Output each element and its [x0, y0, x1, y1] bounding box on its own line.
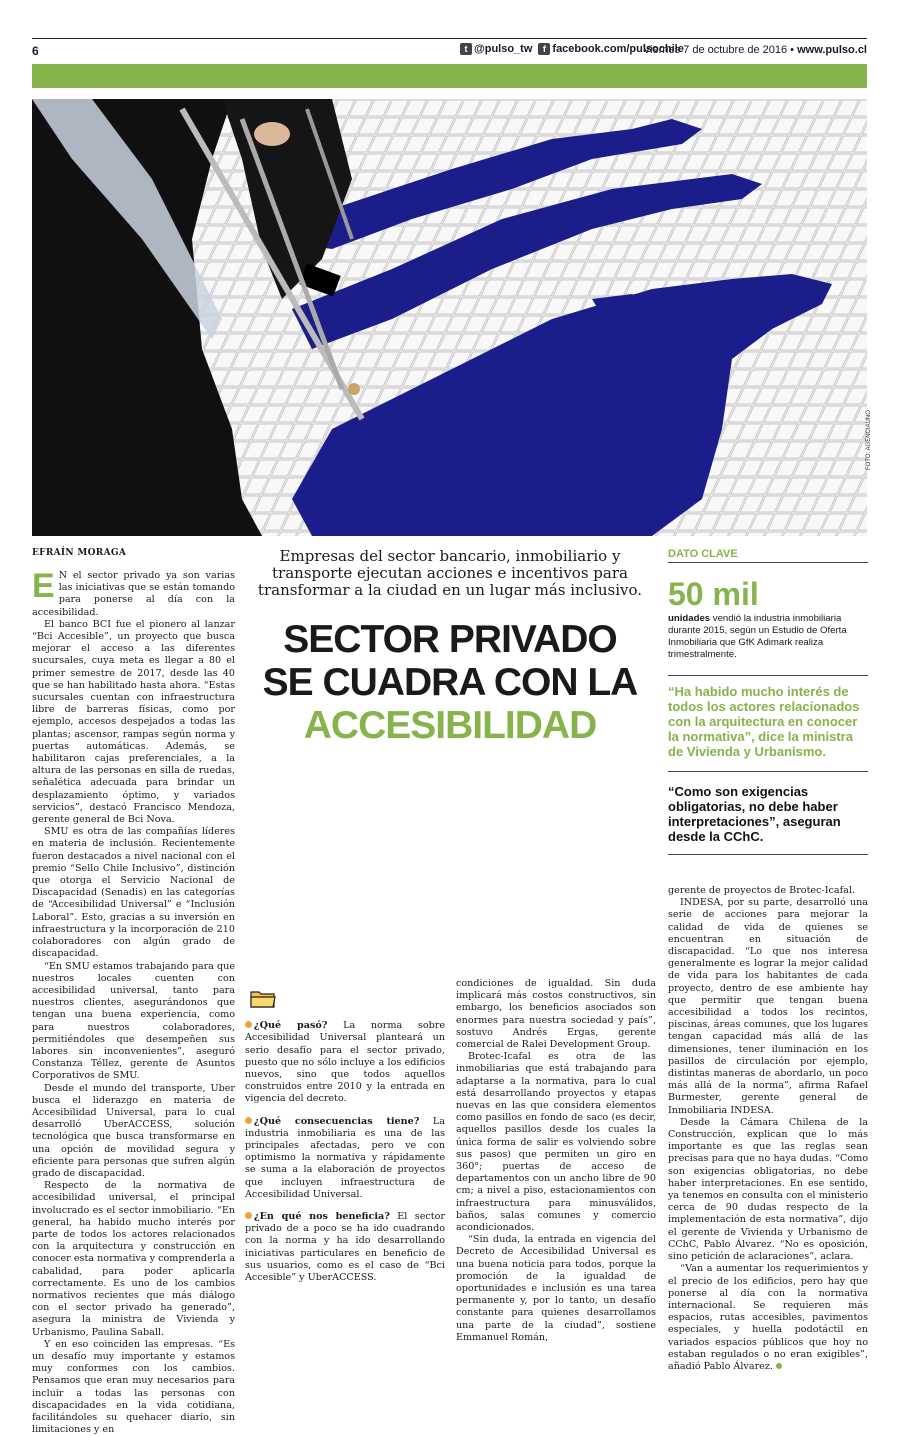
page-header: [32, 38, 867, 61]
paragraph: “Van a aumentar los requerimientos y el precio de los edificios, pero hay que ponerse al día con la normativa internacional. Se requieren más espacios, rutas accesibles, pavimentos especiales, y huella podotáctil en variados espacios públicos que hoy no estaban regulados o no eran exigibles”, añadió Pablo Álvarez.: [668, 1263, 868, 1372]
end-mark-icon: [776, 1363, 782, 1369]
facebook-link[interactable]: f facebook.com/pulsochile: [538, 43, 683, 55]
photo-illustration: [32, 99, 867, 536]
site-url[interactable]: www.pulso.cl: [797, 44, 867, 56]
paragraph: Brotec-Icafal es otra de las inmobiliarias que está trabajando para adaptarse a la normativa, para lo cual está desarrollando proyectos y etapas nuevas en las que considera elementos como pasillos en fondo de saco (es decir, aquellos pasillos desde los cuales la única forma de salir es volviendo sobre sus pasos) que permiten un giro en 360°; puertas de acceso de departamentos con un ancho libre de 90 cm; a nivel a piso, estacionamientos con infraestructura para minusválidos, baños, salas comunes y comercio acondicionados.: [456, 1051, 656, 1234]
page-number: 6: [32, 44, 39, 58]
bullet-icon: [245, 1212, 252, 1219]
bullet-icon: [245, 1021, 252, 1028]
photo-credit: FOTO: AGENCIAUNO: [866, 410, 872, 470]
sidebar-label: DATO CLAVE: [668, 548, 868, 563]
qa-item: ¿Qué consecuencias tiene? La industria inmobiliaria es una de las principales afectadas, pero ve con optimismo la normativa y rápidamente se suma a la elaboración de proyectos que incluyen infraestructura de Accesibilidad Universal.: [245, 1115, 446, 1200]
key-figure: 50 mil: [668, 576, 759, 612]
pull-quote-2: “Como son exigencias obligatorias, no debe haber interpretaciones”, aseguran desde la CChC.: [668, 771, 868, 844]
article-deck: Empresas del sector bancario, inmobiliario y transporte ejecutan acciones e incentivos para transformar a la ciudad en un lugar más inclusivo.: [257, 547, 643, 599]
lead-photo: [32, 99, 867, 536]
article-column-3: [456, 978, 656, 1344]
paragraph: SMU es otra de las compañías líderes en materia de inclusión. Recientemente fueron destacados a nivel nacional con el premio “Sello Chile Inclusivo”, distinción que otorga el Servicio Nacional de Discapacidad (Senadis) en las categorías de “Accesibilidad Universal” e “Inclusión Laboral”. Esto, gracias a su inversión en infraestructura y la incorporación de 210 colaboradores con algún grado de discapacidad.: [32, 826, 235, 960]
headline-line-2: SE CUADRA CON LA: [262, 661, 638, 704]
key-figure-text: unidades vendió la industria inmobiliaria durante 2015, según un Estudio de Oferta Inmobiliaria que GfK Adimark realiza trimestralmente.: [668, 613, 847, 660]
drop-cap: E: [32, 567, 55, 605]
headline-line-3: ACCESIBILIDAD: [303, 704, 597, 747]
qa-item: ¿En qué nos beneficia? El sector privado de a poco se ha ido cuadrando con la norma y ha ido desarrollando iniciativas particulares en beneficio de sus usuarios, como es el caso de “Bci Accesible” y UberACCESS.: [245, 1211, 445, 1284]
paragraph: E N el sector privado ya son varias las iniciativas que se están tomando para ponerse al día con la accesibilidad.: [32, 567, 235, 618]
paragraph: gerente de proyectos de Brotec-Icafal.: [668, 885, 855, 896]
headline: [245, 618, 655, 747]
folder-icon: [250, 988, 276, 1008]
paragraph: condiciones de igualdad. Sin duda implicará más costos constructivos, sin embargo, los beneficios asociados son enormes para nuestra sociedad y país”, sostuvo Andrés Ergas, gerente comercial de Ralei Development Group.: [456, 978, 656, 1051]
pull-quote-1: “Ha habido mucho interés de todos los actores relacionados con la arquitectura en conocer la normativa”, dice la ministra de Vivienda y Urbanismo.: [668, 675, 868, 759]
headline-line-1: SECTOR PRIVADO: [283, 618, 617, 661]
bullet-icon: [245, 1117, 252, 1124]
article-column-4: [668, 885, 868, 1373]
byline: EFRAÍN MORAGA: [32, 548, 127, 558]
article-column-1: [32, 567, 235, 1436]
facebook-icon: f: [538, 43, 550, 55]
paragraph: Desde la Cámara Chilena de la Construcción, explican que lo más importante es que las reglas sean precisas para que no haya dudas. “Como son exigencias obligatorias, no debe haber interpretaciones. En ese sentido, ya tenemos en consulta con el ministerio cerca de 90 dudas respecto de la implementación de esta normativa”, dijo el gerente de Vivienda y Urbanismo de CChC, Pablo Álvarez. “No es oposición, sino petición de aclaraciones”, aclara.: [668, 1116, 868, 1263]
qa-item: ¿Qué pasó? La norma sobre Accesibilidad Universal planteará un serio desafío para el sector privado, puesto que no sólo incluye a los edificios nuevos, sino que todos aquellos construidos entre 2010 y la entrada en vigencia del decreto.: [245, 1020, 446, 1105]
paragraph: Y en eso coinciden las empresas. “Es un desafío muy importante y estamos muy conformes con los cambios. Pensamos que eran muy necesarios para incluir a todas las personas con discapacidades en la vida cotidiana, facilitándoles su quehacer diario, sin limitaciones y en: [32, 1338, 235, 1436]
paragraph: “Sin duda, la entrada en vigencia del Decreto de Accesibilidad Universal es una buena noticia para todos, porque la promoción de la igualdad de oportunidades e inclusión es una tarea permanente y, por lo tanto, un desafío constante para quienes desarrollamos una parte de la ciudad”, sostiene Emmanuel Román,: [456, 1234, 656, 1343]
divider: [668, 854, 868, 855]
twitter-icon: t: [460, 43, 472, 55]
key-fact-sidebar: [668, 548, 868, 855]
issue-date: Viernes 7 de octubre de 2016 • www.pulso.cl: [643, 44, 867, 56]
qa-box: [245, 988, 445, 1294]
paragraph: El banco BCI fue el pionero al lanzar “Bci Accesible”, un proyecto que busca mejorar el acceso a las diferentes sucursales, cuya meta es llegar a 80 el primer semestre de 2017, desde las 40 que se han habilitado hasta ahora. “Estas sucursales cuentan con infraestructura libre de barreras físicas, como por ejemplo, accesos despejados a todas las plantas; ascensor, rampas según norma y puertas automáticas. Además, se habilitaron cajas preferenciales, a la altura de las personas en silla de ruedas, señalética adecuada para brindar un desplazamiento óptimo, y variados servicios”, destacó Francisco Mendoza, gerente general de Bci Nova.: [32, 618, 235, 826]
paragraph: INDESA, por su parte, desarrolló una serie de acciones para mejorar la calidad de vida de quienes se encuentran en situación de discapacidad. “Lo que nos interesa generalmente es lograr la mejor calidad de vida para los habitantes de cada proyecto, dentro de ese ambiente hay que permitir que tengan buena accesibilidad a todos los recintos, piscinas, áreas comunes, que los lugares tengan capacidad más allá de las dimensiones, tener iluminación en los pasillos de circulación por ejemplo, distintas maneras de abordarlo, un poco más allá de la norma”, afirma Rafael Burmester, gerente general de Inmobiliaria INDESA.: [668, 897, 868, 1116]
section-color-bar: [32, 64, 867, 88]
paragraph: Desde el mundo del transporte, Uber busca el liderazgo en materia de Accesibilidad Universal, para lo cual desarrolló UberACCESS, solución tecnológica que busca transformarse en una opción de movilidad segura y eficiente para personas que sufren algún grado de discapacidad.: [32, 1082, 235, 1179]
paragraph: Respecto de la normativa de accesibilidad universal, el principal involucrado es el sector inmobiliario. “En general, ha habido mucho interés por parte de todos los actores relacionados con la arquitectura y construcción en conocer esta normativa y comprenderla a cabalidad, para poder aplicarla correctamente. Es uno de los cambios normativos recientes que más diálogo con el sector privado ha generado”, asegura la ministra de Vivienda y Urbanismo, Paulina Saball.: [32, 1180, 235, 1338]
paragraph: “En SMU estamos trabajando para que nuestros locales cuenten con accesibilidad universal, tanto para nuestros clientes, asegurándonos que tengan una buena experiencia, como para nuestros colaboradores, permitiéndoles que desempeñen sus labores sin inconvenientes”, aseguró Constanza Téllez, gerente de Asuntos Corporativos de SMU.: [32, 960, 235, 1082]
twitter-link[interactable]: t @pulso_tw: [460, 43, 532, 55]
